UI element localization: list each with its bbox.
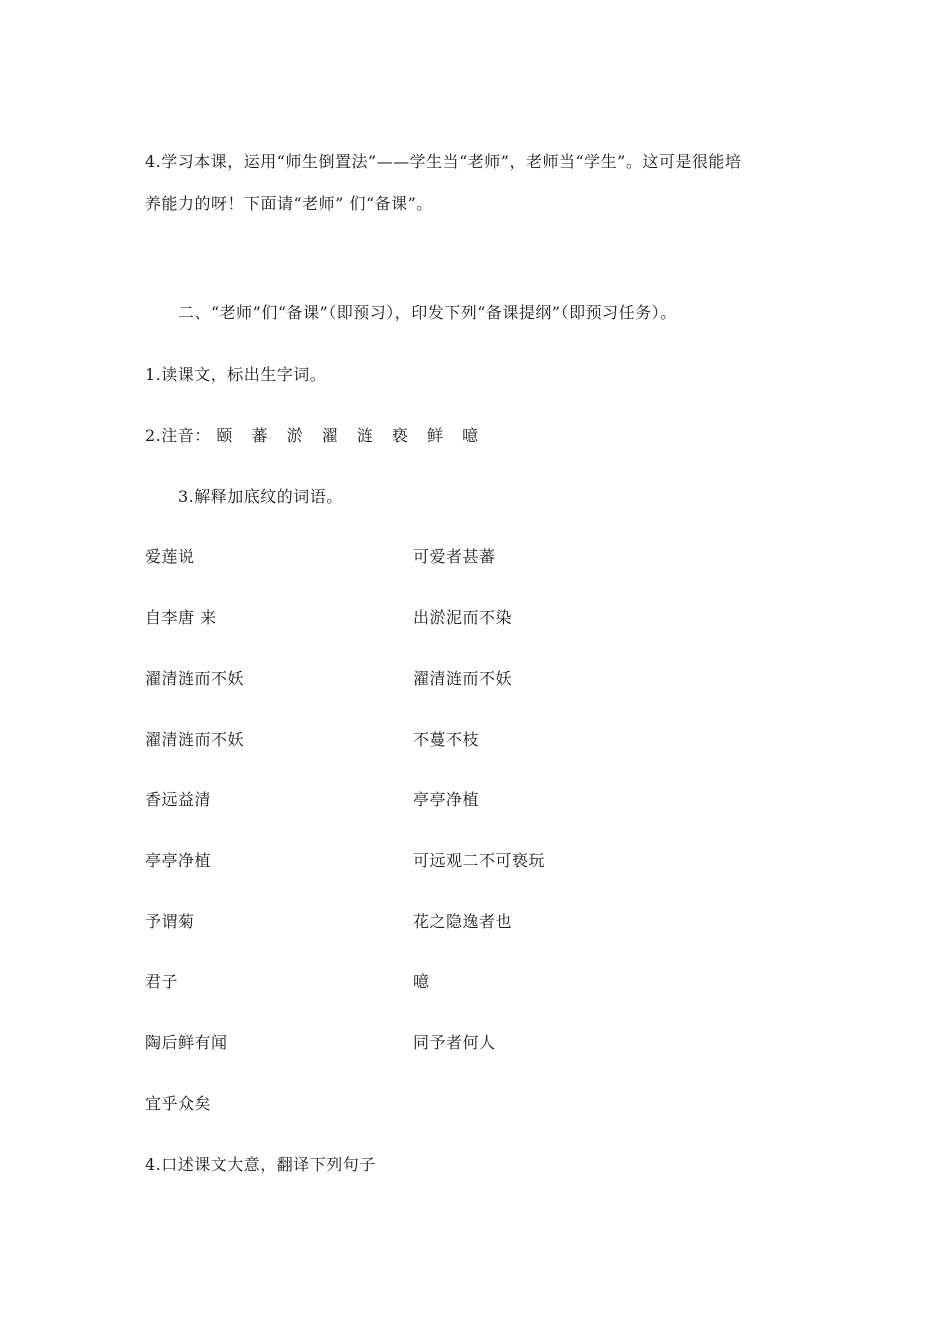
- phonetic-char: 涟: [356, 426, 374, 445]
- vocab-right-item: 可爱者甚蕃: [413, 547, 496, 566]
- paragraph-4-line-2: 养能力的呀！下面请“老师” 们“备课”。: [145, 194, 433, 213]
- vocab-right-item: 花之隐逸者也: [413, 912, 513, 931]
- item-3-explain-words: 3.解释加底纹的词语。: [178, 487, 343, 506]
- item-4-translate: 4.口述课文大意，翻译下列句子: [145, 1155, 376, 1174]
- vocab-left-item: 濯清涟而不妖: [145, 730, 245, 749]
- vocab-left-item: 濯清涟而不妖: [145, 669, 245, 688]
- paragraph-4-line-1: 4.学习本课，运用“师生倒置法”——学生当“老师”，老师当“学生”。这可是很能培: [145, 152, 742, 171]
- vocab-right-item: 同予者何人: [413, 1033, 496, 1052]
- vocab-left-item: 香远益清: [145, 790, 212, 809]
- phonetic-char: 蕃: [251, 426, 268, 445]
- phonetic-char: 鲜: [427, 426, 444, 445]
- vocab-left-item: 自李唐 来: [145, 608, 217, 627]
- vocab-left-item: 予谓菊: [145, 912, 195, 931]
- vocab-left-item: 爱莲说: [145, 547, 195, 566]
- vocab-left-item: 宜乎众矣: [145, 1094, 212, 1113]
- vocab-right-item: 不蔓不枝: [413, 730, 480, 749]
- phonetic-char: 噫: [462, 426, 479, 445]
- phonetic-char: 淤: [286, 426, 304, 445]
- vocab-left-item: 陶后鲜有闻: [145, 1033, 228, 1052]
- vocab-left-item: 亭亭净植: [145, 851, 212, 870]
- vocab-right-item: 可远观二不可亵玩: [413, 851, 546, 870]
- item-1-read-text: 1.读课文，标出生字词。: [145, 365, 327, 384]
- phonetic-char: 亵: [391, 426, 409, 445]
- item-2-label: 2.注音：: [145, 426, 211, 445]
- phonetic-char: 颐: [216, 426, 233, 445]
- vocab-right-item: 噫: [413, 972, 430, 991]
- vocab-left-item: 君子: [145, 972, 179, 991]
- phonetic-char: 濯: [321, 426, 339, 445]
- vocab-right-item: 濯清涟而不妖: [413, 669, 513, 688]
- vocab-right-item: 亭亭净植: [413, 790, 480, 809]
- section-2-heading: 二、“老师”们“备课”（即预习），印发下列“备课提纲”（即预习任务）。: [178, 303, 677, 322]
- item-2-phonetic: [145, 426, 492, 446]
- vocab-right-item: 出淤泥而不染: [413, 608, 513, 627]
